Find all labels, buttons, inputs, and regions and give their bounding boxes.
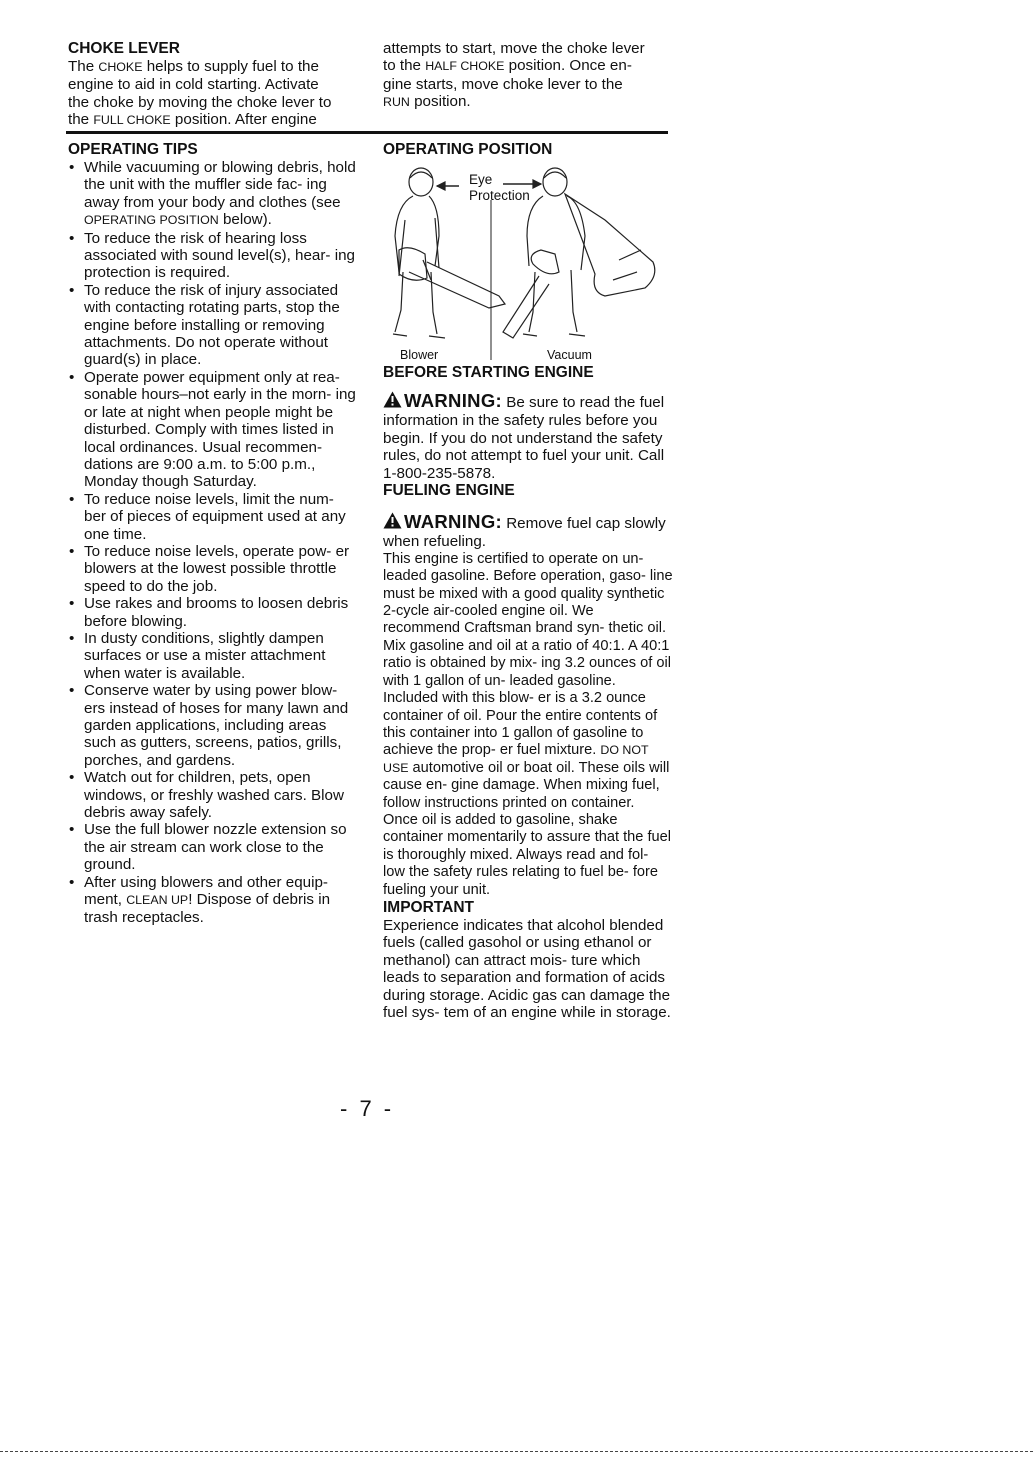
choke-lever-heading: CHOKE LEVER <box>68 40 180 57</box>
text: the <box>68 111 94 129</box>
warning-label: WARNING: <box>404 511 502 533</box>
text: CHOKE <box>98 60 143 74</box>
list-item: • To reduce the risk of injury associated with contacting rotating parts, stop the engine before installing or removing attachments. Do not operate without guard(s) in place. <box>68 282 360 369</box>
list-item: • Operate power equipment only at rea- sonable hours–not early in the morn- ing or late at night when people might be disturbed. Comply with times listed in local ordinances. Usual recommen- dations are 9:00 a.m. to 5:00 p.m., Monday though Saturday. <box>68 369 360 491</box>
choke-cont-line-4 <box>383 93 673 111</box>
vacuum-caption: Vacuum <box>547 348 592 362</box>
list-item: • To reduce the risk of hearing loss associated with sound level(s), hear- ing protection is required. <box>68 230 360 282</box>
operating-tips-heading: OPERATING TIPS <box>68 141 198 158</box>
protection-label: Protection <box>469 188 530 203</box>
choke-line-1 <box>68 58 360 76</box>
choke-section <box>68 40 360 130</box>
warning-text: Be sure to read the fuel information in the safety rules before you begin. If you do not understand the safety rules, do not attempt to fuel your unit. Call 1-800-235-5878. <box>383 394 665 482</box>
fuel-sections <box>383 364 673 1021</box>
text: helps to supply fuel to the <box>142 58 319 75</box>
warning-text: Remove fuel cap slowly when refueling. <box>383 515 666 551</box>
text: OPERATING POSITION <box>84 213 219 228</box>
text: This engine is certified to operate on un- leaded gasoline. Before operation, gaso- line must be mixed with a good quality synthetic 2-cycle air-cooled engine oil. We recommend Craftsman brand syn- thetic oil. Mix gasoline and oil at a ratio of 40:1. A 40:1 ratio is obtained by mix- ing 3.2 ounces of oil with 1 gallon of un- leaded gasoline. Included with this blow- er is a 3.2 ounce container of oil. Pour the entire contents of this container into 1 gallon of gasoline to achieve the prop- er fuel mixture. <box>383 550 673 759</box>
text: position. <box>409 93 471 111</box>
warning-icon <box>383 512 402 533</box>
text: CLEAN UP <box>126 893 189 908</box>
list-item: • Watch out for children, pets, open windows, or freshly washed cars. Blow debris away safely. <box>68 769 360 821</box>
text: While vacuuming or blowing debris, hold the unit with the muffler side fac- ing away from your body and clothes (see <box>84 159 356 211</box>
tips-list <box>68 159 360 927</box>
list-item: • To reduce noise levels, operate pow- er blowers at the lowest possible throttle speed to do the job. <box>68 543 360 595</box>
text: automotive oil or boat oil. These oils will cause en- gine damage. When mixing fuel, follow instructions printed on container. Once oil is added to gasoline, shake container momentarily to assure that the fuel is thoroughly mixed. Always read and fol- low the safety rules relating to fuel be- fore fueling your unit. <box>383 759 671 898</box>
text: position. After engine <box>170 111 317 129</box>
operating-position-header <box>383 141 673 159</box>
text: HALF CHOKE <box>425 59 505 74</box>
operating-position-illustration <box>383 160 673 360</box>
choke-cont-line-1: attempts to start, move the choke lever <box>383 40 645 57</box>
before-starting-warning <box>383 391 673 482</box>
choke-line-4 <box>68 111 360 129</box>
fueling-body <box>383 551 673 899</box>
before-starting-heading: BEFORE STARTING ENGINE <box>383 364 594 381</box>
text: FULL CHOKE <box>93 113 171 128</box>
section-divider <box>66 131 668 134</box>
text: to the <box>383 57 426 75</box>
warning-label: WARNING: <box>404 390 502 411</box>
choke-line-3: the choke by moving the choke lever to <box>68 93 332 111</box>
fueling-warning <box>383 512 673 551</box>
text: position. Once en- <box>504 57 632 75</box>
choke-continuation <box>383 40 673 112</box>
text: below). <box>218 211 272 229</box>
list-item <box>68 874 360 927</box>
important-body: Experience indicates that alcohol blended fuels (called gasohol or using ethanol or methanol) can attract mois- ture which leads to separation and formation of acids during storage. Acidic gas can damage the fuel sys- tem of an engine while in storage. <box>383 916 671 1021</box>
text: The <box>68 58 99 75</box>
fueling-heading: FUELING ENGINE <box>383 482 515 500</box>
text: After using blowers and other equip- ment, <box>84 873 328 909</box>
text: RUN <box>383 95 410 110</box>
list-item: • Conserve water by using power blow- ers instead of hoses for many lawn and garden applications, including areas such as gutters, screens, patios, grills, porches, and gardens. <box>68 682 360 769</box>
list-item: • In dusty conditions, slightly dampen surfaces or use a mister attachment when water is available. <box>68 630 360 682</box>
list-item: • Use the full blower nozzle extension so the air stream can work close to the ground. <box>68 821 360 873</box>
list-item: • Use rakes and brooms to loosen debris before blowing. <box>68 595 360 630</box>
important-heading: IMPORTANT <box>383 898 474 916</box>
list-item: • To reduce noise levels, limit the num- ber of pieces of equipment used at any one time. <box>68 491 360 543</box>
operating-position-heading: OPERATING POSITION <box>383 141 553 158</box>
text: ! Dispose of debris in trash receptacles. <box>84 891 331 927</box>
list-item <box>68 159 360 230</box>
text: DO NOT USE <box>383 743 649 775</box>
page-number: - 7 - <box>340 1096 395 1121</box>
choke-cont-line-3: gine starts, move choke lever to the <box>383 75 623 93</box>
choke-cont-line-2 <box>383 57 673 75</box>
choke-line-2: engine to aid in cold starting. Activate <box>68 76 319 94</box>
eye-label: Eye <box>469 172 493 187</box>
blower-caption: Blower <box>400 348 439 362</box>
bottom-edge <box>0 1451 1033 1452</box>
warning-icon <box>383 391 402 412</box>
operating-tips-section <box>68 141 360 927</box>
